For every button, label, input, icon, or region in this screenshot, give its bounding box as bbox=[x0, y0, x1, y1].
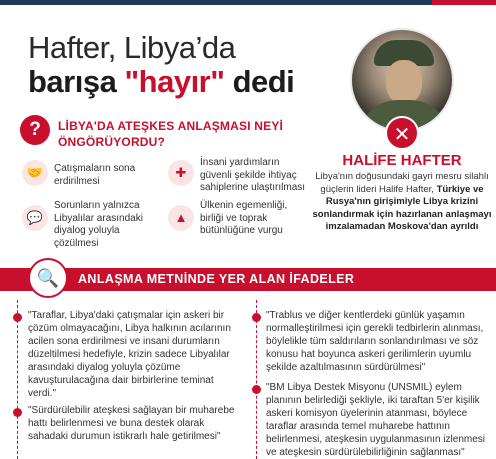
question-heading: LİBYA'DA ATEŞKES ANLAŞMASI NEYİ ÖNGÖRÜYORDU? bbox=[58, 119, 284, 149]
question-mark-icon: ? bbox=[20, 115, 50, 145]
person-description bbox=[308, 171, 496, 234]
quote-item: "Taraflar, Libya'daki çatışmalar için askeri bir çözüm olmayacağını, Libya halkının acılarının acilen sona erdirilmesi ve insani durumların düzeltilmesi hedefiyle, krizin sadece Libyalılar arasındaki diyalog yoluyla çözüme kavuşturulacağına dair birbirlerine teminat verdi." bbox=[28, 310, 231, 399]
headline-after: dedi bbox=[224, 64, 295, 99]
x-icon: ✕ bbox=[385, 116, 419, 150]
headline-line-2 bbox=[28, 64, 294, 100]
section-title: ANLAŞMA METNİNDE YER ALAN İFADELER bbox=[78, 272, 355, 286]
headline-line-1: Hafter, Libya’da bbox=[28, 30, 236, 65]
dialogue-icon: 💬 bbox=[22, 205, 48, 231]
timeline-dot bbox=[252, 313, 261, 322]
handshake-icon: 🤝 bbox=[22, 160, 48, 186]
top-red-strip bbox=[432, 0, 496, 5]
quote-item: "Sürdürülebilir ateşkesi sağlayan bir muharebe hattı belirlenmesi ve buna destek olarak sahadaki durumun istikrarlı hale getirilmesi" bbox=[28, 405, 235, 442]
reason-item: Sorunların yalnızca Libyalılar arasındaki diyalog yoluyla çözülmesi bbox=[54, 200, 143, 249]
timeline-dot bbox=[252, 385, 261, 394]
reason-item: Çatışmaların sona erdirilmesi bbox=[54, 163, 136, 187]
quote-item: "Trablus ve diğer kentlerdeki günlük yaşamın normalleştirilmesi için gerekli tedbirlerin alınması, böylelikle tüm saldırıların sonlandırılması ve söz konusu hat boyunca askeri gerilimlerin uyumlu şekilde azaltılmasının sürdürülmesi" bbox=[266, 310, 484, 373]
timeline-dot bbox=[13, 408, 22, 417]
map-icon: ▲ bbox=[168, 205, 194, 231]
reason-item: İnsani yardımların güvenli şekilde ihtiyaç sahiplerine ulaştırılması bbox=[200, 157, 306, 193]
portrait-face bbox=[386, 60, 422, 104]
headline-highlight: "hayır" bbox=[124, 64, 225, 99]
right-timeline-line bbox=[256, 300, 257, 459]
person-desc-plain: Libya'nın doğusundaki gayri mesru silahlı güçlerin lideri Halife Hafter, bbox=[315, 171, 489, 195]
reason-item: Ülkenin egemenliği, birliği ve toprak bütünlüğüne vurgu bbox=[200, 200, 288, 236]
person-name: HALİFE HAFTER bbox=[342, 152, 462, 169]
document-search-icon: 🔍 bbox=[28, 258, 68, 298]
person-desc-bold: Türkiye ve Rusya'nın girişimiyle Libya krizini sonlandırmak için hazırlanan anlaşmayı imzalamadan Moskova'dan ayrıldı bbox=[312, 183, 492, 233]
timeline-dot bbox=[13, 313, 22, 322]
quote-item: "BM Libya Destek Misyonu (UNSMIL) eylem planının belirlediği şekliyle, iki taraftan 5'er kişilik askeri komisyon üyelerinin atanması, böylece taraflar arasında temel muharebe hattının belirlenmesi, ateşkesin uygulanmasının izlenmesi ve ateşkesin sürdürülebilirliğinin sağlanması" bbox=[266, 382, 485, 458]
left-timeline-line bbox=[17, 300, 18, 459]
top-navy-strip bbox=[0, 0, 496, 5]
headline-before: barışa bbox=[28, 64, 125, 99]
aid-icon: ✚ bbox=[168, 160, 194, 186]
